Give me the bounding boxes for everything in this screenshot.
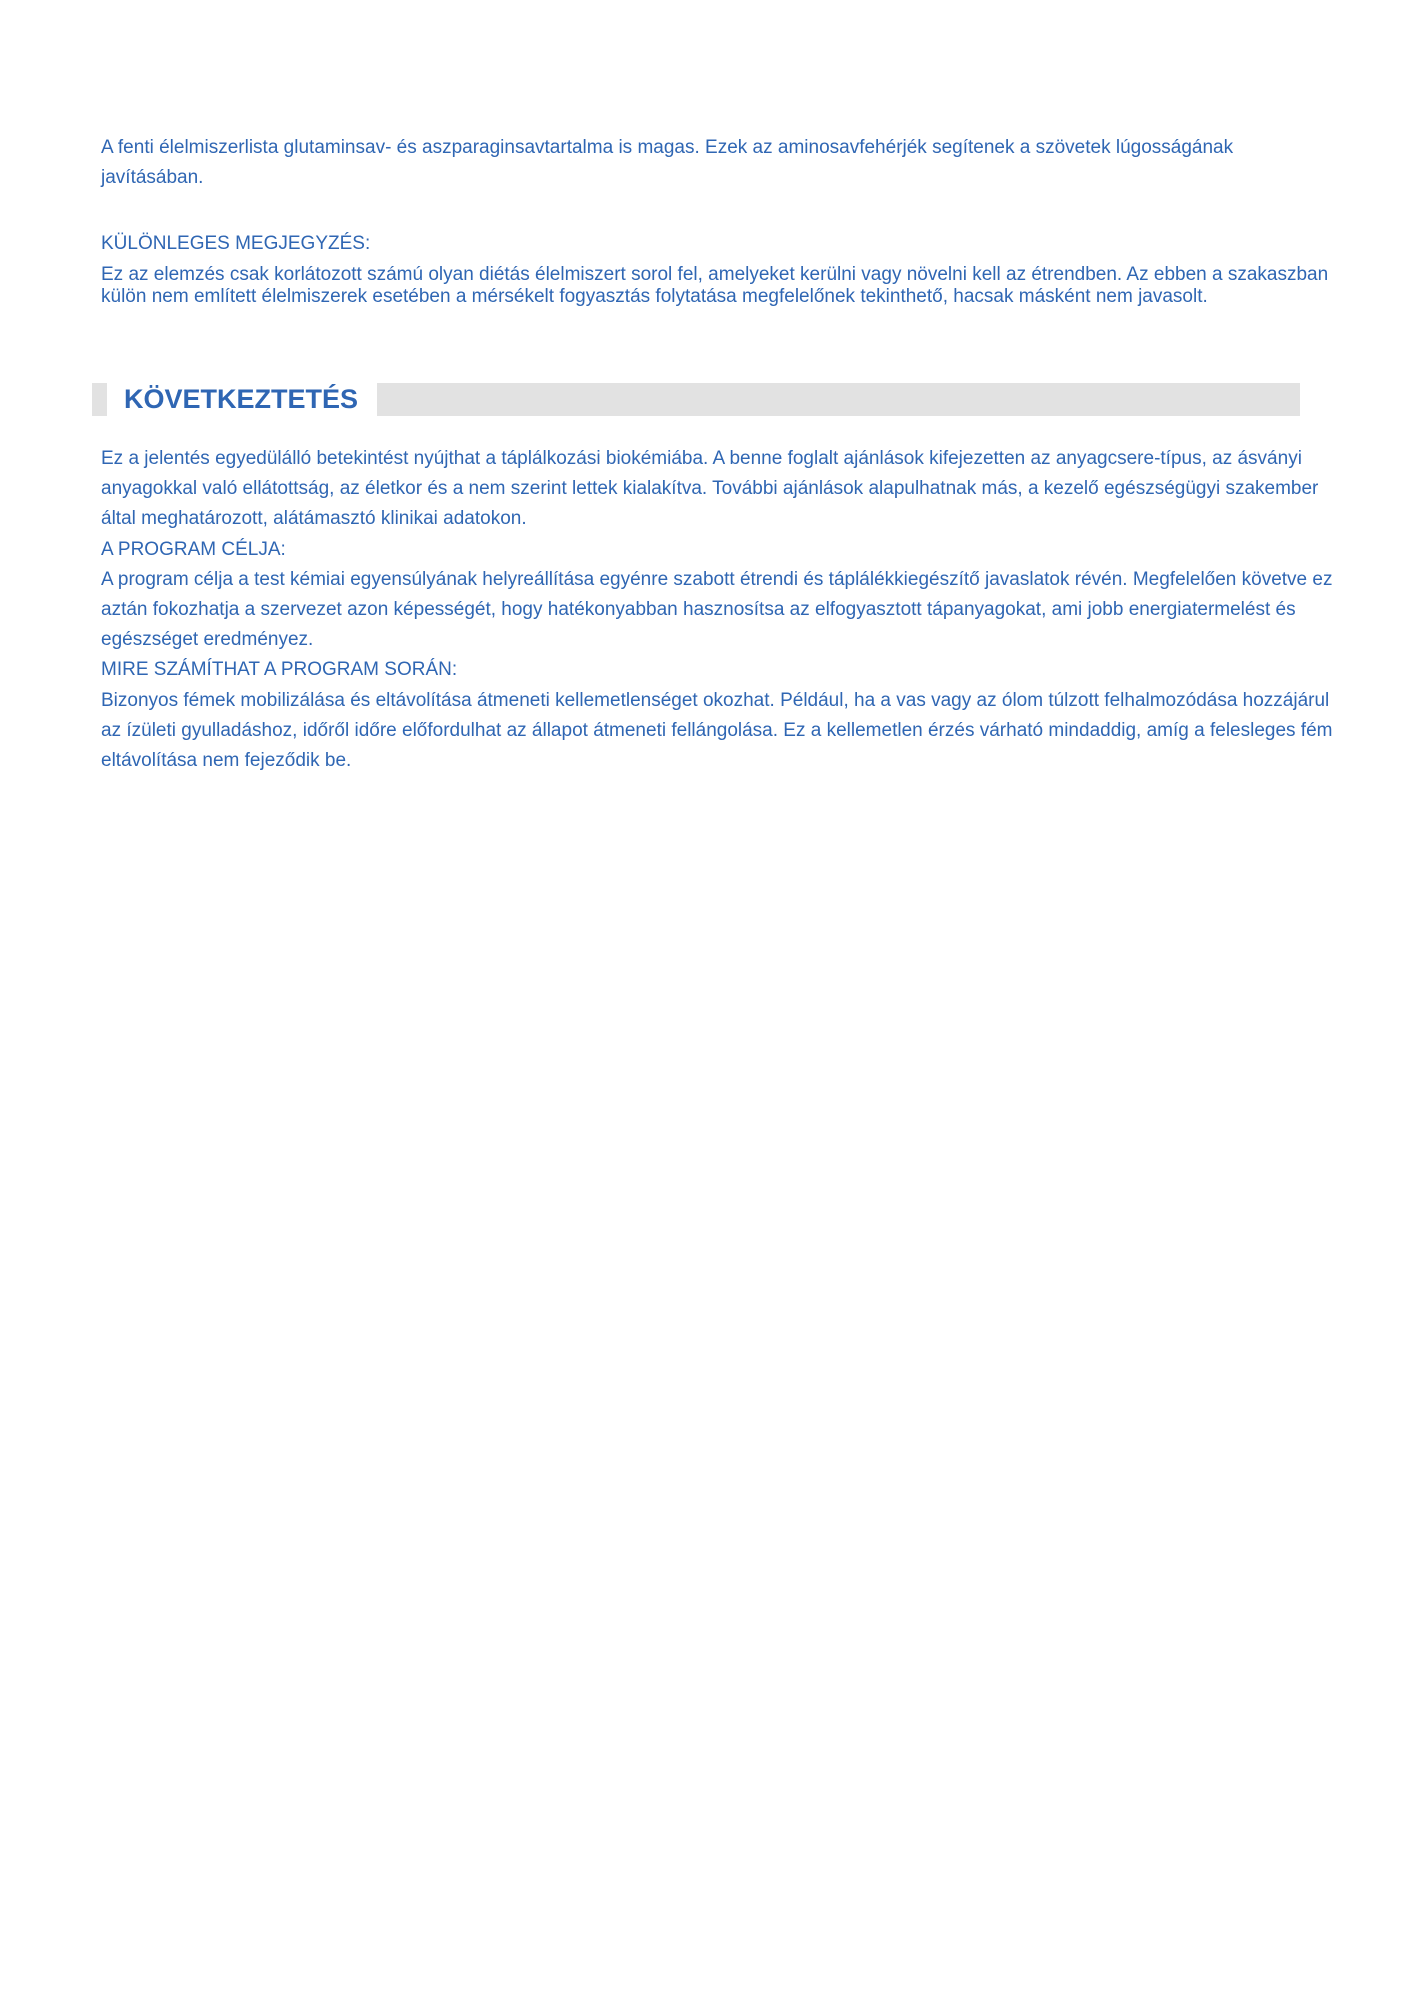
conclusion-intro: Ez a jelentés egyedülálló betekintést nyújthat a táplálkozási biokémiába. A benne foglalt ajánlások kifejezetten az anyagcsere-típus, az ásványi anyagokkal való ellátottság, az életkor és a nem szerint lettek kialakítva. További ajánlások alapulhatnak más, a kezelő egészségügyi szakember által meghatározott, alátámasztó klinikai adatokon. <box>101 448 1319 530</box>
program-goal-title: A PROGRAM CÉLJA: <box>101 538 286 560</box>
program-goal-text: A program célja a test kémiai egyensúlyának helyreállítása egyénre szabott étrendi és táplálékkiegészítő javaslatok révén. Megfelelően követve ez aztán fokozhatja a szervezet azon képességét, hogy hatékonyabban hasznosítsa az elfogyasztott tápanyagokat, ami jobb energiatermelést és egészséget eredményez. <box>101 568 1333 651</box>
conclusion-heading: KÖVETKEZTETÉS <box>124 384 359 414</box>
conclusion-body <box>101 444 1341 776</box>
section-header-left-bar <box>92 383 107 416</box>
special-note-body: Ez az elemzés csak korlátozott számú olyan diétás élelmiszert sorol fel, amelyeket kerülni vagy növelni kell az étrendben. Az ebben a szakaszban külön nem említett élelmiszerek esetében a mérsékelt fogyasztás folytatása megfelelőnek tekinthető, hacsak másként nem javasolt. <box>101 264 1329 307</box>
intro-paragraph: A fenti élelmiszerlista glutaminsav- és aszparaginsavtartalma is magas. Ezek az aminosavfehérjék segítenek a szövetek lúgosságának javításában. <box>101 137 1234 188</box>
special-note-title: KÜLÖNLEGES MEGJEGYZÉS: <box>101 233 371 254</box>
program-expectation-title: MIRE SZÁMÍTHAT A PROGRAM SORÁN: <box>101 659 458 681</box>
program-expectation-text: Bizonyos fémek mobilizálása és eltávolítása átmeneti kellemetlenséget okozhat. Például, ha a vas vagy az ólom túlzott felhalmozódása hozzájárul az ízületi gyulladáshoz, időről időre előfordulhat az állapot átmeneti fellángolása. Ez a kellemetlen érzés várható mindaddig, amíg a felesleges fém eltávolítása nem fejeződik be. <box>101 689 1333 772</box>
section-header-right-bar <box>377 383 1300 416</box>
conclusion-section-header <box>92 383 1300 416</box>
